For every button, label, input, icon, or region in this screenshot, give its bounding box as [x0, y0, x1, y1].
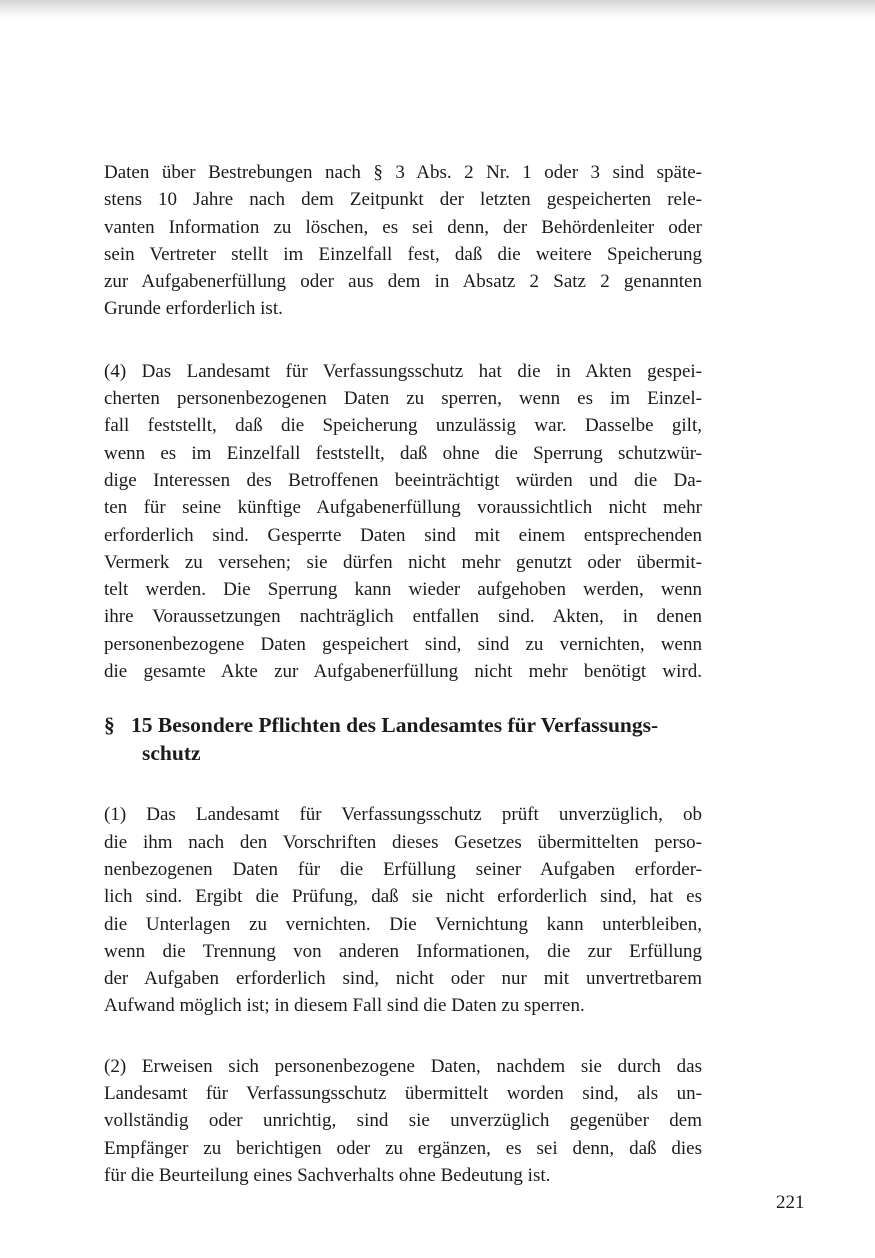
- text-line: ihre Voraussetzungen nachträglich entfallen sind. Akten, in denen: [104, 606, 702, 628]
- text-line: für die Beurteilung eines Sachverhalts ohne Bedeutung ist.: [104, 1164, 551, 1186]
- section-heading: [104, 711, 702, 767]
- paragraph-4: [104, 358, 702, 686]
- text-line: Grunde erforderlich ist.: [104, 298, 283, 320]
- text-line: Landesamt für Verfassungsschutz übermittelt worden sind, als un-: [104, 1083, 702, 1105]
- text-line: personenbezogene Daten gespeichert sind, sind zu vernichten, wenn: [104, 633, 702, 655]
- text-line: fall feststellt, daß die Speicherung unzulässig war. Dasselbe gilt,: [104, 415, 702, 437]
- text-line: ten für seine künftige Aufgabenerfüllung voraussichtlich nicht mehr: [104, 497, 702, 519]
- text-line: stens 10 Jahre nach dem Zeitpunkt der letzten gespeicherten rele-: [104, 189, 702, 211]
- text-line: nenbezogenen Daten für die Erfüllung seiner Aufgaben erforder-: [104, 858, 702, 880]
- text-line: Vermerk zu versehen; sie dürfen nicht mehr genutzt oder übermit-: [104, 551, 702, 573]
- paragraph-15-2: [104, 1053, 702, 1189]
- section-title-part-1: 15 Besondere Pflichten des Landesamtes für Verfassungs-: [131, 713, 659, 738]
- text-line: Daten über Bestrebungen nach § 3 Abs. 2 Nr. 1 oder 3 sind späte-: [104, 162, 702, 183]
- page-body: [104, 159, 702, 1189]
- text-line: dige Interessen des Betroffenen beeinträchtigt würden und die Da-: [104, 469, 702, 491]
- paragraph-15-1: [104, 801, 702, 1019]
- text-line: die Unterlagen zu vernichten. Die Vernichtung kann unterbleiben,: [104, 913, 702, 935]
- section-title-part-2: schutz: [142, 741, 201, 766]
- text-line: lich sind. Ergibt die Prüfung, daß sie nicht erforderlich sind, hat es: [104, 886, 702, 908]
- text-line: Aufwand möglich ist; in diesem Fall sind die Daten zu sperren.: [104, 995, 585, 1017]
- paragraph-3-continuation: [104, 159, 702, 323]
- text-line: (1) Das Landesamt für Verfassungsschutz prüft unverzüglich, ob: [104, 804, 702, 826]
- text-line: wenn die Trennung von anderen Informationen, die zur Erfüllung: [104, 940, 702, 962]
- text-line: die gesamte Akte zur Aufgabenerfüllung nicht mehr benötigt wird.: [104, 661, 702, 683]
- text-line: der Aufgaben erforderlich sind, nicht oder nur mit unvertretbarem: [104, 968, 702, 990]
- scan-edge-shadow: [0, 0, 875, 18]
- text-line: erforderlich sind. Gesperrte Daten sind mit einem entsprechenden: [104, 524, 702, 546]
- text-line: Empfänger zu berichtigen oder zu ergänzen, es sei denn, daß dies: [104, 1137, 702, 1159]
- page-number: 221: [776, 1192, 805, 1213]
- text-line: die ihm nach den Vorschriften dieses Gesetzes übermittelten perso-: [104, 831, 702, 853]
- section-symbol: §: [104, 713, 115, 738]
- text-line: cherten personenbezogenen Daten zu sperren, wenn es im Einzel-: [104, 388, 702, 410]
- section-heading-line-1: [104, 711, 702, 739]
- text-line: (2) Erweisen sich personenbezogene Daten, nachdem sie durch das: [104, 1055, 702, 1077]
- text-line: vollständig oder unrichtig, sind sie unverzüglich gegenüber dem: [104, 1110, 702, 1132]
- text-line: wenn es im Einzelfall feststellt, daß ohne die Sperrung schutzwür-: [104, 442, 702, 464]
- text-line: sein Vertreter stellt im Einzelfall fest, daß die weitere Speicherung: [104, 243, 702, 265]
- text-line: telt werden. Die Sperrung kann wieder aufgehoben werden, wenn: [104, 579, 702, 601]
- text-line: (4) Das Landesamt für Verfassungsschutz hat die in Akten gespei-: [104, 360, 702, 382]
- text-line: zur Aufgabenerfüllung oder aus dem in Absatz 2 Satz 2 genannten: [104, 271, 702, 293]
- text-line: vanten Information zu löschen, es sei denn, der Behördenleiter oder: [104, 216, 702, 238]
